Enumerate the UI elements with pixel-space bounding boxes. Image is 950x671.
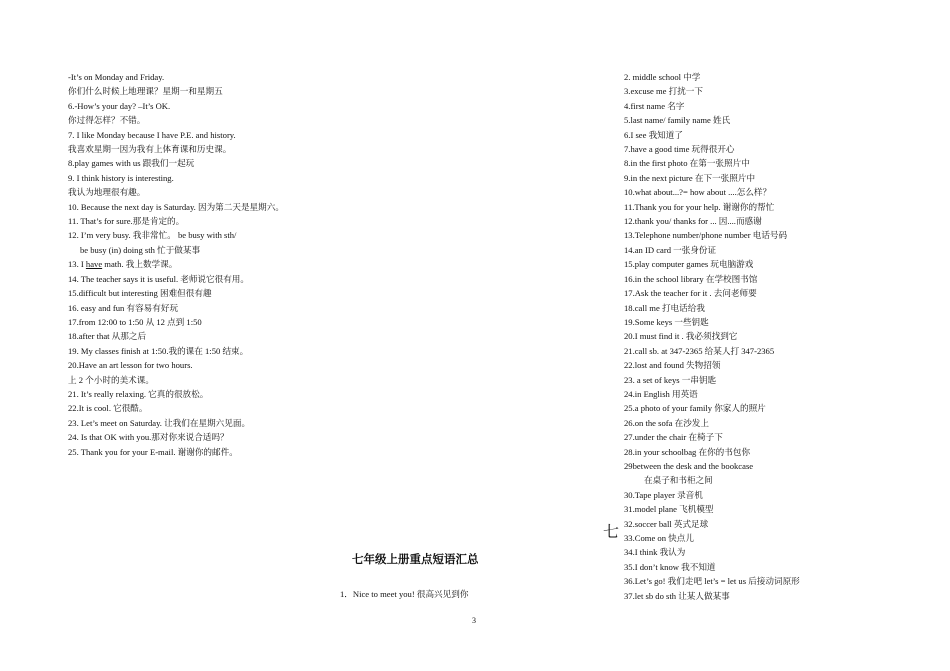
text-line: 6.-How’s your day? –It’s OK. <box>68 100 171 111</box>
phrase-line: 11.Thank you for your help. 谢谢你的帮忙 <box>624 201 775 212</box>
phrase-line: 34.I think 我认为 <box>624 547 686 558</box>
phrase-line: 35.I don’t know 我不知道 <box>624 561 716 572</box>
phrase-line: 5.last name/ family name 姓氏 <box>624 115 731 126</box>
phrase-line: 22.lost and found 失物招领 <box>624 360 721 371</box>
phrase-line: 17.Ask the teacher for it . 去问老师要 <box>624 288 757 299</box>
phrase-line: 31.model plane 飞机模型 <box>624 504 714 515</box>
text-line: 12. I’m very busy. 我非常忙。 be busy with sth/ <box>68 230 237 241</box>
text-line: 11. That’s for sure.那是肯定的。 <box>68 216 185 227</box>
text-line: 10. Because the next day is Saturday. 因为第二天是星期六。 <box>68 201 284 212</box>
underlined-word: have <box>85 259 103 270</box>
text-line: 9. I think history is interesting. <box>68 172 174 183</box>
phrase-line: 15.play computer games 玩电脑游戏 <box>624 259 754 270</box>
text-line: be busy (in) doing sth 忙于做某事 <box>80 244 201 255</box>
text-line: 22.It is cool. 它很酷。 <box>68 403 148 414</box>
text-line: 你们什么时候上地理课？星期一和星期五 <box>68 86 223 97</box>
phrase-line: 32.soccer ball 英式足球 <box>624 518 709 529</box>
phrase-line: 3.excuse me 打扰一下 <box>624 86 703 97</box>
text-line <box>68 257 368 271</box>
text-line: 14. The teacher says it is useful. 老师说它很有用。 <box>68 273 249 284</box>
phrase-line: 4.first name 名字 <box>624 100 685 111</box>
page-number: 3 <box>472 616 476 625</box>
phrase-line: 8.in the first photo 在第一张照片中 <box>624 158 750 169</box>
phrase-line: 21.call sb. at 347-2365 给某人打 347-2365 <box>624 345 775 356</box>
text-line: 25. Thank you for your E-mail. 谢谢你的邮件。 <box>68 446 238 457</box>
text-line: 我认为地理很有趣。 <box>68 187 146 198</box>
text-line: 24. Is that OK with you.那对你来说合适吗？ <box>68 432 229 443</box>
phrase-line: 27.under the chair 在椅子下 <box>624 432 723 443</box>
text-line: 17.from 12:00 to 1:50 从 12 点到 1:50 <box>68 316 202 327</box>
phrase-line: 10.what about...?= how about ....怎么样？ <box>624 187 772 198</box>
phrase-line: 6.I see 我知道了 <box>624 129 683 140</box>
text-line: 21. It’s really relaxing. 它真的很放松。 <box>68 388 209 399</box>
text-line: -It’s on Monday and Friday. <box>68 72 165 82</box>
phrase-line: 33.Come on 快点儿 <box>624 533 694 543</box>
text-line: 23. Let’s meet on Saturday. 让我们在星期六见面。 <box>68 417 251 428</box>
phrase-line: 在桌子和书柜之间 <box>644 475 713 486</box>
text-segment: 13. I <box>68 259 86 270</box>
phrase-line: 18.call me 打电话给我 <box>624 302 705 313</box>
text-line: 8.play games with us 跟我们一起玩 <box>68 158 195 169</box>
side-marker: 七 <box>603 522 620 541</box>
text-line: 18.after that 从那之后 <box>68 331 147 342</box>
left-column <box>68 70 368 459</box>
phrase-line: 16.in the school library 在学校图书馆 <box>624 273 758 284</box>
section-title: 七年级上册重点短语汇总 <box>352 552 479 566</box>
phrase-line: 2. middle school 中学 <box>624 72 701 82</box>
text-line: 20.Have an art lesson for two hours. <box>68 360 193 371</box>
phrase-line: 37.let sb do sth 让某人做某事 <box>624 590 730 601</box>
phrase-line: 26.on the sofa 在沙发上 <box>624 417 709 428</box>
phrase-line: 13.Telephone number/phone number 电话号码 <box>624 230 788 241</box>
phrase-line: 12.thank you/ thanks for ... 因....而感谢 <box>624 216 762 227</box>
text-line: 上 2 个小时的美术课。 <box>68 374 154 385</box>
phrase-line: 36.Let’s go! 我们走吧 let’s = let us 后接动词原形 <box>624 576 800 587</box>
text-line: 15.difficult but interesting 困难但很有趣 <box>68 288 212 299</box>
phrase-line: 9.in the next picture 在下一张照片中 <box>624 172 756 183</box>
text-line: 16. easy and fun 有容易有好玩 <box>68 302 179 313</box>
text-line: 你过得怎样？不错。 <box>68 115 146 126</box>
phrase-line: 25.a photo of your family 你家人的照片 <box>624 403 766 414</box>
phrase-line: 14.an ID card 一张身份证 <box>624 244 717 255</box>
phrase-line: 30.Tape player 录音机 <box>624 489 703 500</box>
text-segment: math. 我上数学课。 <box>102 259 178 270</box>
phrase-line: 24.in English 用英语 <box>624 388 698 399</box>
phrase-line: 23. a set of keys 一串钥匙 <box>624 374 717 385</box>
phrase-line: 28.in your schoolbag 在你的书包你 <box>624 446 751 457</box>
text-line: 7. I like Monday because I have P.E. and history. <box>68 129 236 140</box>
section-first-item: 1．Nice to meet you! 很高兴见到你 <box>340 589 469 599</box>
phrase-line: 7.have a good time 玩得很开心 <box>624 144 735 155</box>
phrase-line: 20.I must find it . 我必须找到它 <box>624 331 738 342</box>
phrase-line: 29between the desk and the bookcase <box>624 460 754 471</box>
text-line: 我喜欢星期一因为我有上体育课和历史课。 <box>68 144 232 155</box>
text-line: 19. My classes finish at 1:50.我的课在 1:50 结束。 <box>68 345 249 356</box>
right-column <box>624 70 924 603</box>
phrase-line: 19.Some keys 一些钥匙 <box>624 316 709 327</box>
